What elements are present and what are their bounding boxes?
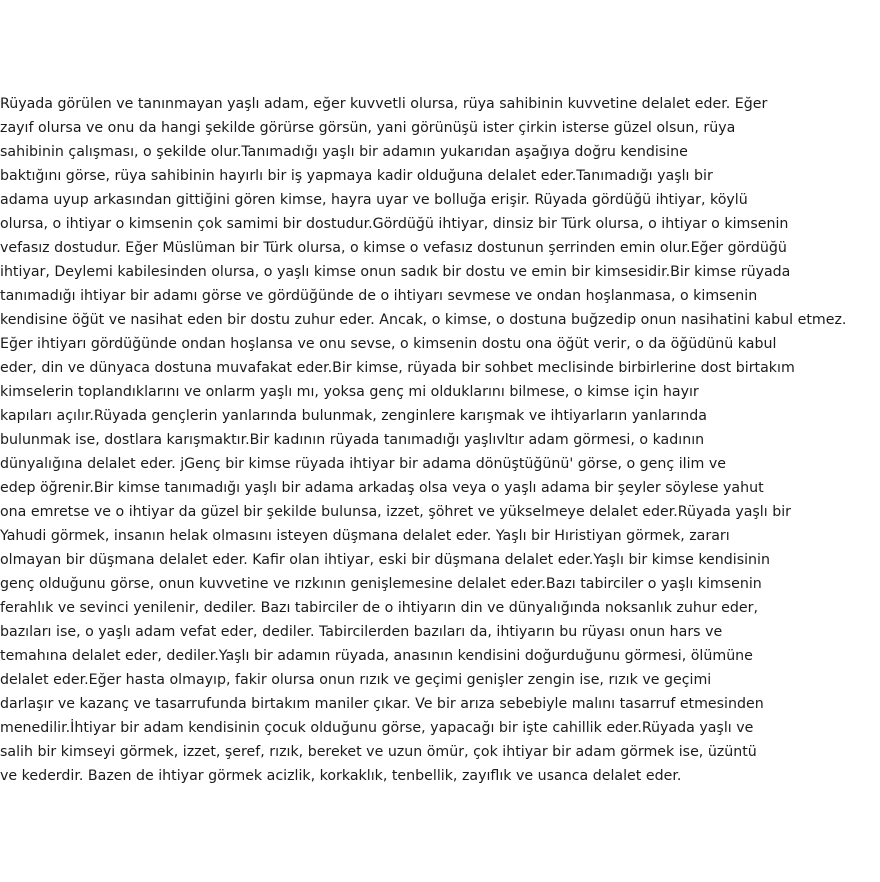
text-line-18: ona emretse ve o ihtiyar da güzel bir şekilde bulunsa, izzet, şöhret ve yükselmeye delalet eder.Rüyada yaşlı bir: [0, 504, 791, 520]
text-line-1: Rüyada görülen ve tanınmayan yaşlı adam, eğer kuvvetli olursa, rüya sahibinin kuvvetine delalet eder. Eğer: [0, 96, 768, 112]
text-line-29: ve kederdir. Bazen de ihtiyar görmek acizlik, korkaklık, tenbellik, zayıflık ve usanca delalet eder.: [0, 768, 682, 784]
text-line-25: delalet eder.Eğer hasta olmayıp, fakir olursa onun rızık ve geçimi genişler zengin ise, rızık ve geçimi: [0, 672, 712, 688]
text-line-3: sahibinin çalışması, o şekilde olur.Tanımadığı yaşlı bir adamın yukarıdan aşağıya doğru kendisine: [0, 144, 688, 160]
text-line-23: bazıları ise, o yaşlı adam vefat eder, dediler. Tabircilerden bazıları da, ihtiyarın bu rüyası onun hars ve: [0, 624, 723, 640]
text-line-17: edep öğrenir.Bir kimse tanımadığı yaşlı bir adama arkadaş olsa veya o yaşlı adama bir şeyler söylese yahut: [0, 480, 764, 496]
text-line-11: Eğer ihtiyarı gördüğünde ondan hoşlansa ve onu sevse, o kimsenin dostu ona öğüt verir, o da öğüdünü kabul: [0, 336, 777, 352]
text-line-13: kimselerin toplandıklarını ve onlarm yaşlı mı, yoksa genç mi olduklarını bilmese, o kimse için hayır: [0, 384, 699, 400]
text-line-5: adama uyup arkasından gittiğini gören kimse, hayra uyar ve bolluğa erişir. Rüyada gördüğü ihtiyar, köylü: [0, 192, 748, 208]
article-body: [0, 92, 880, 788]
text-line-15: bulunmak ise, dostlara karışmaktır.Bir kadının rüyada tanımadığı yaşlıvltır adam görmesi, o kadının: [0, 432, 705, 448]
text-line-20: olmayan bir düşmana delalet eder. Kafir olan ihtiyar, eski bir düşmana delalet eder.Yaşlı bir kimse kendisinin: [0, 552, 770, 568]
text-line-9: tanımadığı ihtiyar bir adamı görse ve gördüğünde de o ihtiyarı sevmese ve ondan hoşlanmasa, o kimsenin: [0, 288, 758, 304]
text-line-7: vefasız dostudur. Eğer Müslüman bir Türk olursa, o kimse o vefasız dostunun şerrinden emin olur.Eğer gördüğü: [0, 240, 787, 256]
text-line-16: dünyalığına delalet eder. jGenç bir kimse rüyada ihtiyar bir adama dönüştüğünü' görse, o genç ilim ve: [0, 456, 726, 472]
text-line-22: ferahlık ve sevinci yenilenir, dediler. Bazı tabirciler de o ihtiyarın din ve dünyalığında noksanlık zuhur eder,: [0, 600, 758, 616]
text-line-4: baktığını görse, rüya sahibinin hayırlı bir iş yapmaya kadir olduğuna delalet eder.Tanımadığı yaşlı bir: [0, 168, 713, 184]
text-line-19: Yahudi görmek, insanın helak olmasını isteyen düşmana delalet eder. Yaşlı bir Hıristiyan görmek, zararı: [0, 528, 730, 544]
text-line-28: salih bir kimseyi görmek, izzet, şeref, rızık, bereket ve uzun ömür, çok ihtiyar bir adam görmek ise, üzüntü: [0, 744, 757, 760]
text-line-8: ihtiyar, Deylemi kabilesinden olursa, o yaşlı kimse onun sadık bir dostu ve emin bir kimsesidir.Bir kimse rüyada: [0, 264, 791, 280]
text-line-21: genç olduğunu görse, onun kuvvetine ve rızkının genişlemesine delalet eder.Bazı tabirciler o yaşlı kimsenin: [0, 576, 762, 592]
text-line-6: olursa, o ihtiyar o kimsenin çok samimi bir dostudur.Gördüğü ihtiyar, dinsiz bir Türk olursa, o ihtiyar o kimsenin: [0, 216, 789, 232]
text-line-26: darlaşır ve kazanç ve tasarrufunda birtakım maniler çıkar. Ve bir arıza sebebiyle malını tasarruf etmesinden: [0, 696, 764, 712]
text-line-27: menedilir.İhtiyar bir adam kendisinin çocuk olduğunu görse, yapacağı bir işte cahillik eder.Rüyada yaşlı ve: [0, 720, 754, 736]
text-line-2: zayıf olursa ve onu da hangi şekilde görürse görsün, yani görünüşü ister çirkin isterse güzel olsun, rüya: [0, 120, 736, 136]
text-line-14: kapıları açılır.Rüyada gençlerin yanlarında bulunmak, zenginlere karışmak ve ihtiyarların yanlarında: [0, 408, 707, 424]
text-line-24: temahına delalet eder, dediler.Yaşlı bir adamın rüyada, anasının kendisini doğurduğunu görmesi, ölümüne: [0, 648, 753, 664]
text-line-12: eder, din ve dünyaca dostuna muvafakat eder.Bir kimse, rüyada bir sohbet meclisinde birbirlerine dost birtakım: [0, 360, 795, 376]
text-line-10: kendisine öğüt ve nasihat eden bir dostu zuhur eder. Ancak, o kimse, o dostuna buğzedip onun nasihatini kabul etmez.: [0, 312, 847, 328]
